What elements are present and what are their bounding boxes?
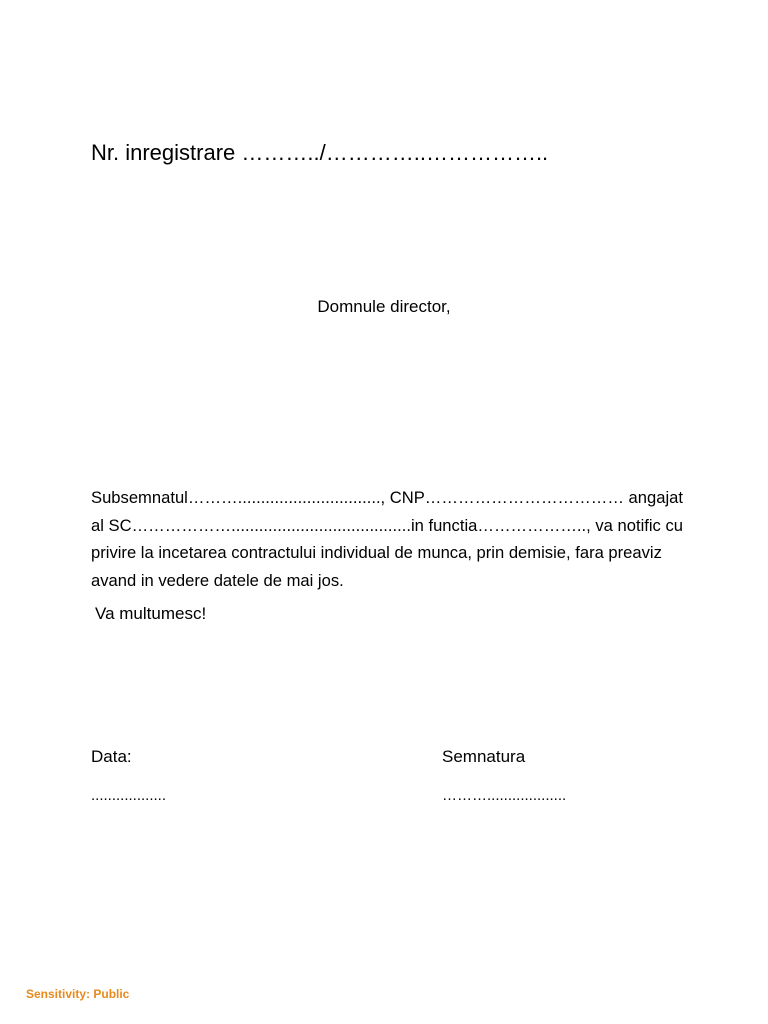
registration-number: Nr. inregistrare ………../…………..……………..	[91, 140, 549, 165]
signature-label: Semnatura	[442, 747, 526, 766]
letter-body	[91, 484, 691, 594]
date-placeholder: ..................	[91, 787, 167, 804]
salutation: Domnule director,	[317, 297, 451, 316]
date-label: Data:	[91, 747, 132, 766]
date-block	[91, 747, 166, 804]
body-paragraph: Subsemnatul………..............................., CNP……………………………… angajat al SC……………….......................................in functia……………….., va notific cu privire la incetarea contractului individual de munca, prin demisie, fara preaviz avand in vedere datele de mai jos.	[91, 488, 683, 590]
closing: Va multumesc!	[95, 604, 207, 623]
signature-placeholder: ………...................	[442, 787, 567, 804]
sensitivity-label: Sensitivity: Public	[26, 987, 130, 1001]
signature-block	[442, 747, 566, 804]
